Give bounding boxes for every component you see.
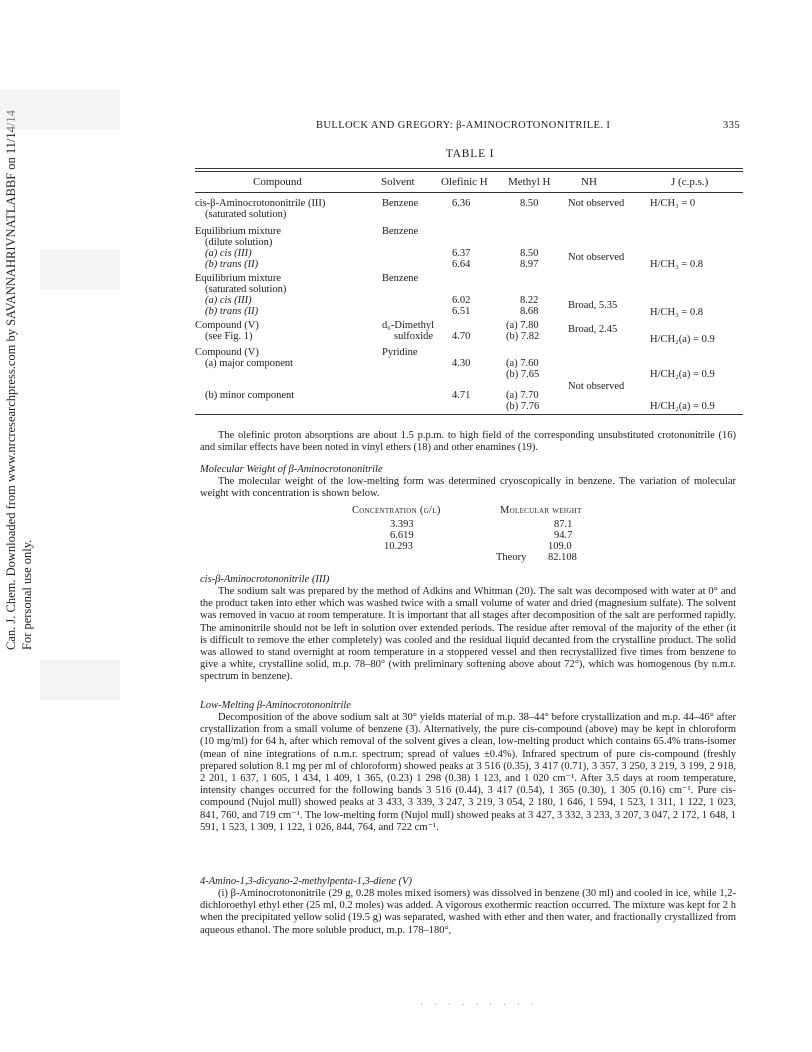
table-cell: (b) 7.82: [506, 331, 540, 342]
table-cell: Broad, 5.35: [568, 300, 618, 311]
mw-col-header: Concentration (g/l): [352, 505, 441, 516]
section-heading: cis-β-Aminocrotononitrile (III): [200, 574, 330, 585]
table-cell: 4.30: [452, 358, 471, 369]
paragraph-text: (i) β-Aminocrotononitrile (29 g, 0.28 moles mixed isomers) was dissolved in benzene (30 ml) and cooled in ice, while 1,2-dichloroethyl ethyl ether (25 ml, 0.2 moles) was added. A vigorous exothermic reaction occurred. The mixture was kept for 2 h when the precipitated yellow solid (19.5 g) was separated, washed with ether and then water, and fractionally crystallized from aqueous ethanol. The more soluble product, m.p. 178–180°,: [200, 888, 736, 936]
table-cell: Not observed: [568, 381, 625, 392]
table-cell: 6.51: [452, 306, 471, 317]
table-cell: (see Fig. 1): [205, 331, 253, 342]
table-cell: (b) trans (II): [205, 306, 259, 317]
section-heading: 4-Amino-1,3-dicyano-2-methylpenta-1,3-diene (V): [200, 876, 412, 887]
table-cell: (a) 7.60: [506, 358, 539, 369]
table-cell: Broad, 2.45: [568, 324, 618, 335]
scan-artifact: [0, 90, 120, 130]
table-cell: Not observed: [568, 252, 625, 263]
footer-marks: · · · · · · · · ·: [420, 1000, 538, 1011]
table-header-rule: [195, 192, 743, 193]
table-cell: 6.37: [452, 248, 471, 259]
table-cell: 6.02: [452, 295, 471, 306]
section-heading: Molecular Weight of β-Aminocrotononitrile: [200, 464, 383, 475]
paragraph-mw: [200, 476, 736, 500]
table-cell: H/CH₃ = 0.8: [650, 307, 704, 318]
paragraph-text: Decomposition of the above sodium salt at 30° yields material of m.p. 38–44° before crystallization and m.p. 44–46° after crystallization from a small volume of benzene (3). Alternatively, the pure cis-compound (above) may be kept in chloroform (10 mg/ml) for 64 h, after which removal of the solvent gives a clean, low-melting product which contains 65.4% trans-isomer (mean of nine integrations of n.m.r. spectrum; spread of values ±0.4%). Infrared spectrum of pure cis-compound (freshly prepared solution 8.1 mg per ml of chloroform) showed peaks at 3 516 (0.35), 3 417 (0.71), 3 357, 3 250, 3 219, 3 199, 2 918, 2 201, 1 637, 1 605, 1 434, 1 409, 1 365, (0.23) 1 298 (0.38) 1 123, and 1 020 cm⁻¹. After 3.5 days at room temperature, intensity changes occurred for the following bands 3 516 (0.44), 3 417 (0.54), 1 365 (0.30), 1 305 (0.16) cm⁻¹. Pure cis-compound (Nujol mull) showed peaks at 3 433, 3 339, 3 247, 3 219, 3 054, 2 180, 1 646, 1 594, 1 523, 1 311, 1 122, 1 023, 841, 760, and 719 cm⁻¹. The low-melting form (Nujol mull) showed peaks at 3 427, 3 332, 3 233, 3 207, 3 047, 2 172, 1 648, 1 591, 1 523, 1 309, 1 122, 1 026, 844, 764, and 722 cm⁻¹.: [200, 712, 736, 833]
mw-concentration: 6.619: [390, 530, 414, 541]
paragraph-text: The sodium salt was prepared by the method of Adkins and Whitman (20). The salt was decomposed with water at 0° and the product taken into ether which was washed twice with a small volume of water and dried (magnesium sulfate). The solvent was removed in vacuo at room temperature. It is important that all stages after decomposition of the salt are performed rapidly. The aminonitrile should not be left in solution over extended periods. The residue after removal of the majority of the ether (it is difficult to remove the ether completely) was cooled and the residual liquid decanted from the crystalline product. The solid was allowed to stand overnight at room temperature in a stoppered vessel and then recrystallized five times from benzene to give a white, crystalline solid, m.p. 78–80° (with preliminary softening above about 72°), which was homogenous (by n.m.r. spectrum in benzene).: [200, 586, 736, 683]
running-title: BULLOCK AND GREGORY: β-AMINOCROTONONITRILE. I: [316, 120, 611, 131]
table-cell: 8.50: [520, 248, 539, 259]
mw-weight: 87.1: [554, 519, 573, 530]
table-cell: sulfoxide: [394, 331, 434, 342]
table-cell: (a) 7.80: [506, 320, 539, 331]
table-top-rule: [195, 171, 743, 172]
table-cell: Equilibrium mixture: [195, 273, 282, 284]
table-cell: Compound (V): [195, 347, 259, 358]
paragraph-low-melting: [200, 712, 736, 834]
table-cell: H/CH₂(a) = 0.9: [650, 401, 715, 412]
table-cell: d₆-Dimethyl: [382, 320, 435, 331]
page-number: 335: [723, 120, 740, 131]
mw-concentration: 10.293: [384, 541, 413, 552]
table-cell: H/CH₃ = 0: [650, 198, 696, 209]
table-cell: (a) 7.70: [506, 390, 539, 401]
mw-col-header: Molecular weight: [500, 505, 582, 516]
table-cell: (b) minor component: [205, 390, 295, 401]
table-cell: Equilibrium mixture: [195, 226, 282, 237]
table-cell: (a) major component: [205, 358, 294, 369]
table-cell: 4.70: [452, 331, 471, 342]
col-header-j: J (c.p.s.): [671, 176, 709, 188]
table-caption: TABLE I: [445, 148, 495, 160]
table-cell: Compound (V): [195, 320, 259, 331]
table-cell: (a) cis (III): [205, 248, 252, 259]
table-cell: 8.68: [520, 306, 539, 317]
col-header-solvent: Solvent: [381, 176, 415, 188]
col-header-nh: NH: [581, 176, 597, 188]
table-cell: 6.36: [452, 198, 471, 209]
col-header-compound: Compound: [253, 176, 302, 188]
table-top-rule: [195, 168, 743, 169]
table-cell: H/CH₃ = 0.8: [650, 259, 704, 270]
col-header-methyl: Methyl H: [508, 176, 551, 188]
scan-artifact: [40, 250, 120, 290]
mw-weight: 94.7: [554, 530, 573, 541]
table-cell: (dilute solution): [205, 237, 273, 248]
table-cell: (b) 7.76: [506, 401, 540, 412]
paragraph-text: The olefinic proton absorptions are about 1.5 p.p.m. to high field of the corresponding unsubstituted crotononitrile (16) and similar effects have been noted in vinyl ethers (18) and other enamines (19).: [200, 430, 736, 454]
table-cell: Pyridine: [382, 347, 418, 358]
download-notice-line: Can. J. Chem. Downloaded from www.nrcresearchpress.com by SAVANNAHRIVNATLABBF on 11/14/14: [4, 110, 18, 650]
table-bottom-rule: [195, 414, 743, 415]
mw-concentration: 3.393: [390, 519, 414, 530]
col-header-olefinic: Olefinic H: [441, 176, 488, 188]
section-heading: Low-Melting β-Aminocrotononitrile: [200, 700, 351, 711]
table-cell: Benzene: [382, 198, 419, 209]
table-cell: Benzene: [382, 226, 419, 237]
paragraph-diene: [200, 888, 736, 937]
table-cell: cis-β-Aminocrotononitrile (III): [195, 198, 326, 209]
paragraph-cis: [200, 586, 736, 684]
table-cell: (saturated solution): [205, 209, 287, 220]
mw-theory-value: 82.108: [548, 552, 577, 563]
table-cell: 8.22: [520, 295, 539, 306]
molecular-weight-table: [352, 505, 672, 575]
paragraph-text: The molecular weight of the low-melting form was determined cryoscopically in benzene. The variation of molecular weight with concentration is shown below.: [200, 476, 736, 500]
table-cell: H/CH₂(a) = 0.9: [650, 334, 715, 345]
paragraph-olefinic: [200, 430, 736, 454]
table-cell: H/CH₂(a) = 0.9: [650, 369, 715, 380]
table-cell: 4.71: [452, 390, 471, 401]
table-cell: 8.97: [520, 259, 539, 270]
table-cell: (b) trans (II): [205, 259, 259, 270]
table-cell: 8.50: [520, 198, 539, 209]
table-cell: (b) 7.65: [506, 369, 540, 380]
mw-theory-label: Theory: [496, 552, 527, 563]
scan-artifact: [40, 660, 120, 700]
table-cell: Not observed: [568, 198, 625, 209]
table-cell: (a) cis (III): [205, 295, 252, 306]
personal-use-line: For personal use only.: [20, 539, 34, 650]
mw-weight: 109.0: [548, 541, 572, 552]
download-notice: [0, 110, 42, 650]
table-cell: (saturated solution): [205, 284, 287, 295]
table-cell: Benzene: [382, 273, 419, 284]
table-cell: 6.64: [452, 259, 471, 270]
